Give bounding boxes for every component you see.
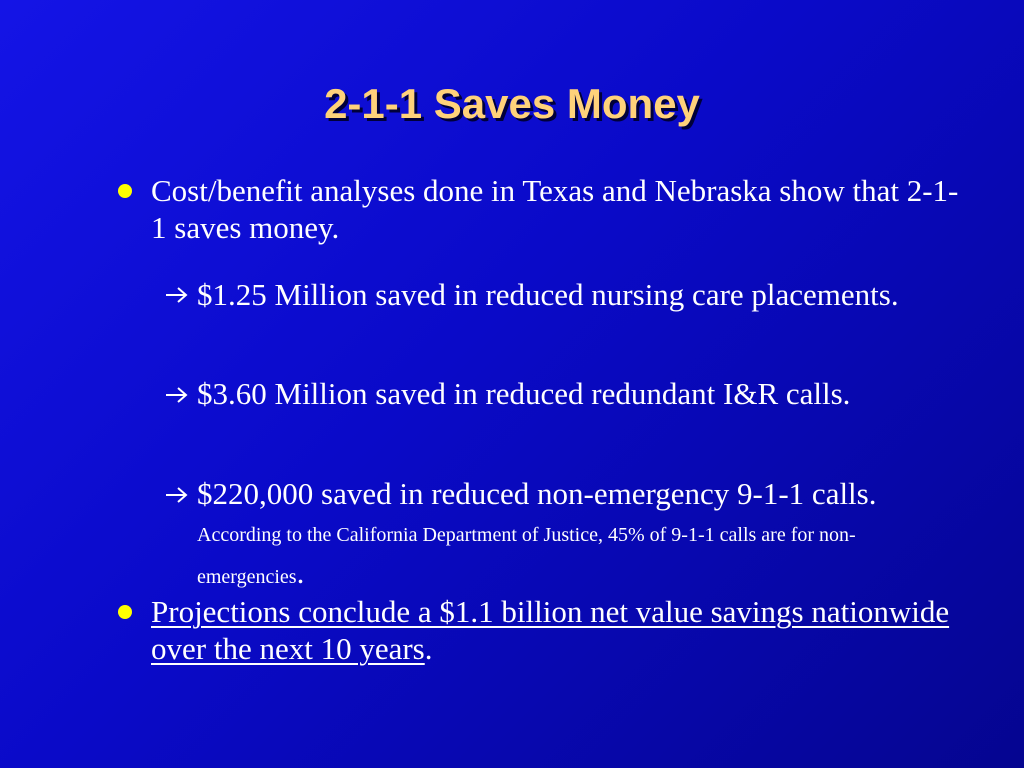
sub-bullet-3-note-end: . <box>296 555 305 590</box>
arrow-right-icon <box>163 283 193 307</box>
sub-bullet-3-text <box>197 475 957 596</box>
bullet-2-text <box>151 593 951 667</box>
arrow-right-icon <box>163 483 193 507</box>
sub-bullet-1-text: $1.25 Million saved in reduced nursing care placements. <box>197 277 899 312</box>
slide-title: 2-1-1 Saves Money <box>324 80 700 127</box>
bullet-1-text: Cost/benefit analyses done in Texas and Nebraska show that 2-1-1 saves money. <box>151 173 959 245</box>
bullet-dot-icon <box>118 605 132 619</box>
sub-bullet-3-note: According to the California Department of Justice, 45% of 9-1-1 calls are for non-emergencies <box>197 524 856 588</box>
bullet-2-tail: . <box>424 631 433 666</box>
bullet-dot-icon <box>118 184 132 198</box>
sub-bullet-2-text: $3.60 Million saved in reduced redundant I&R calls. <box>197 376 851 411</box>
bullet-2-underlined: Projections conclude a $1.1 billion net value savings nationwide over the next 10 years <box>151 594 950 666</box>
arrow-right-icon <box>163 383 193 407</box>
sub-bullet-3-main: $220,000 saved in reduced non-emergency 9-1-1 calls. <box>197 476 877 511</box>
